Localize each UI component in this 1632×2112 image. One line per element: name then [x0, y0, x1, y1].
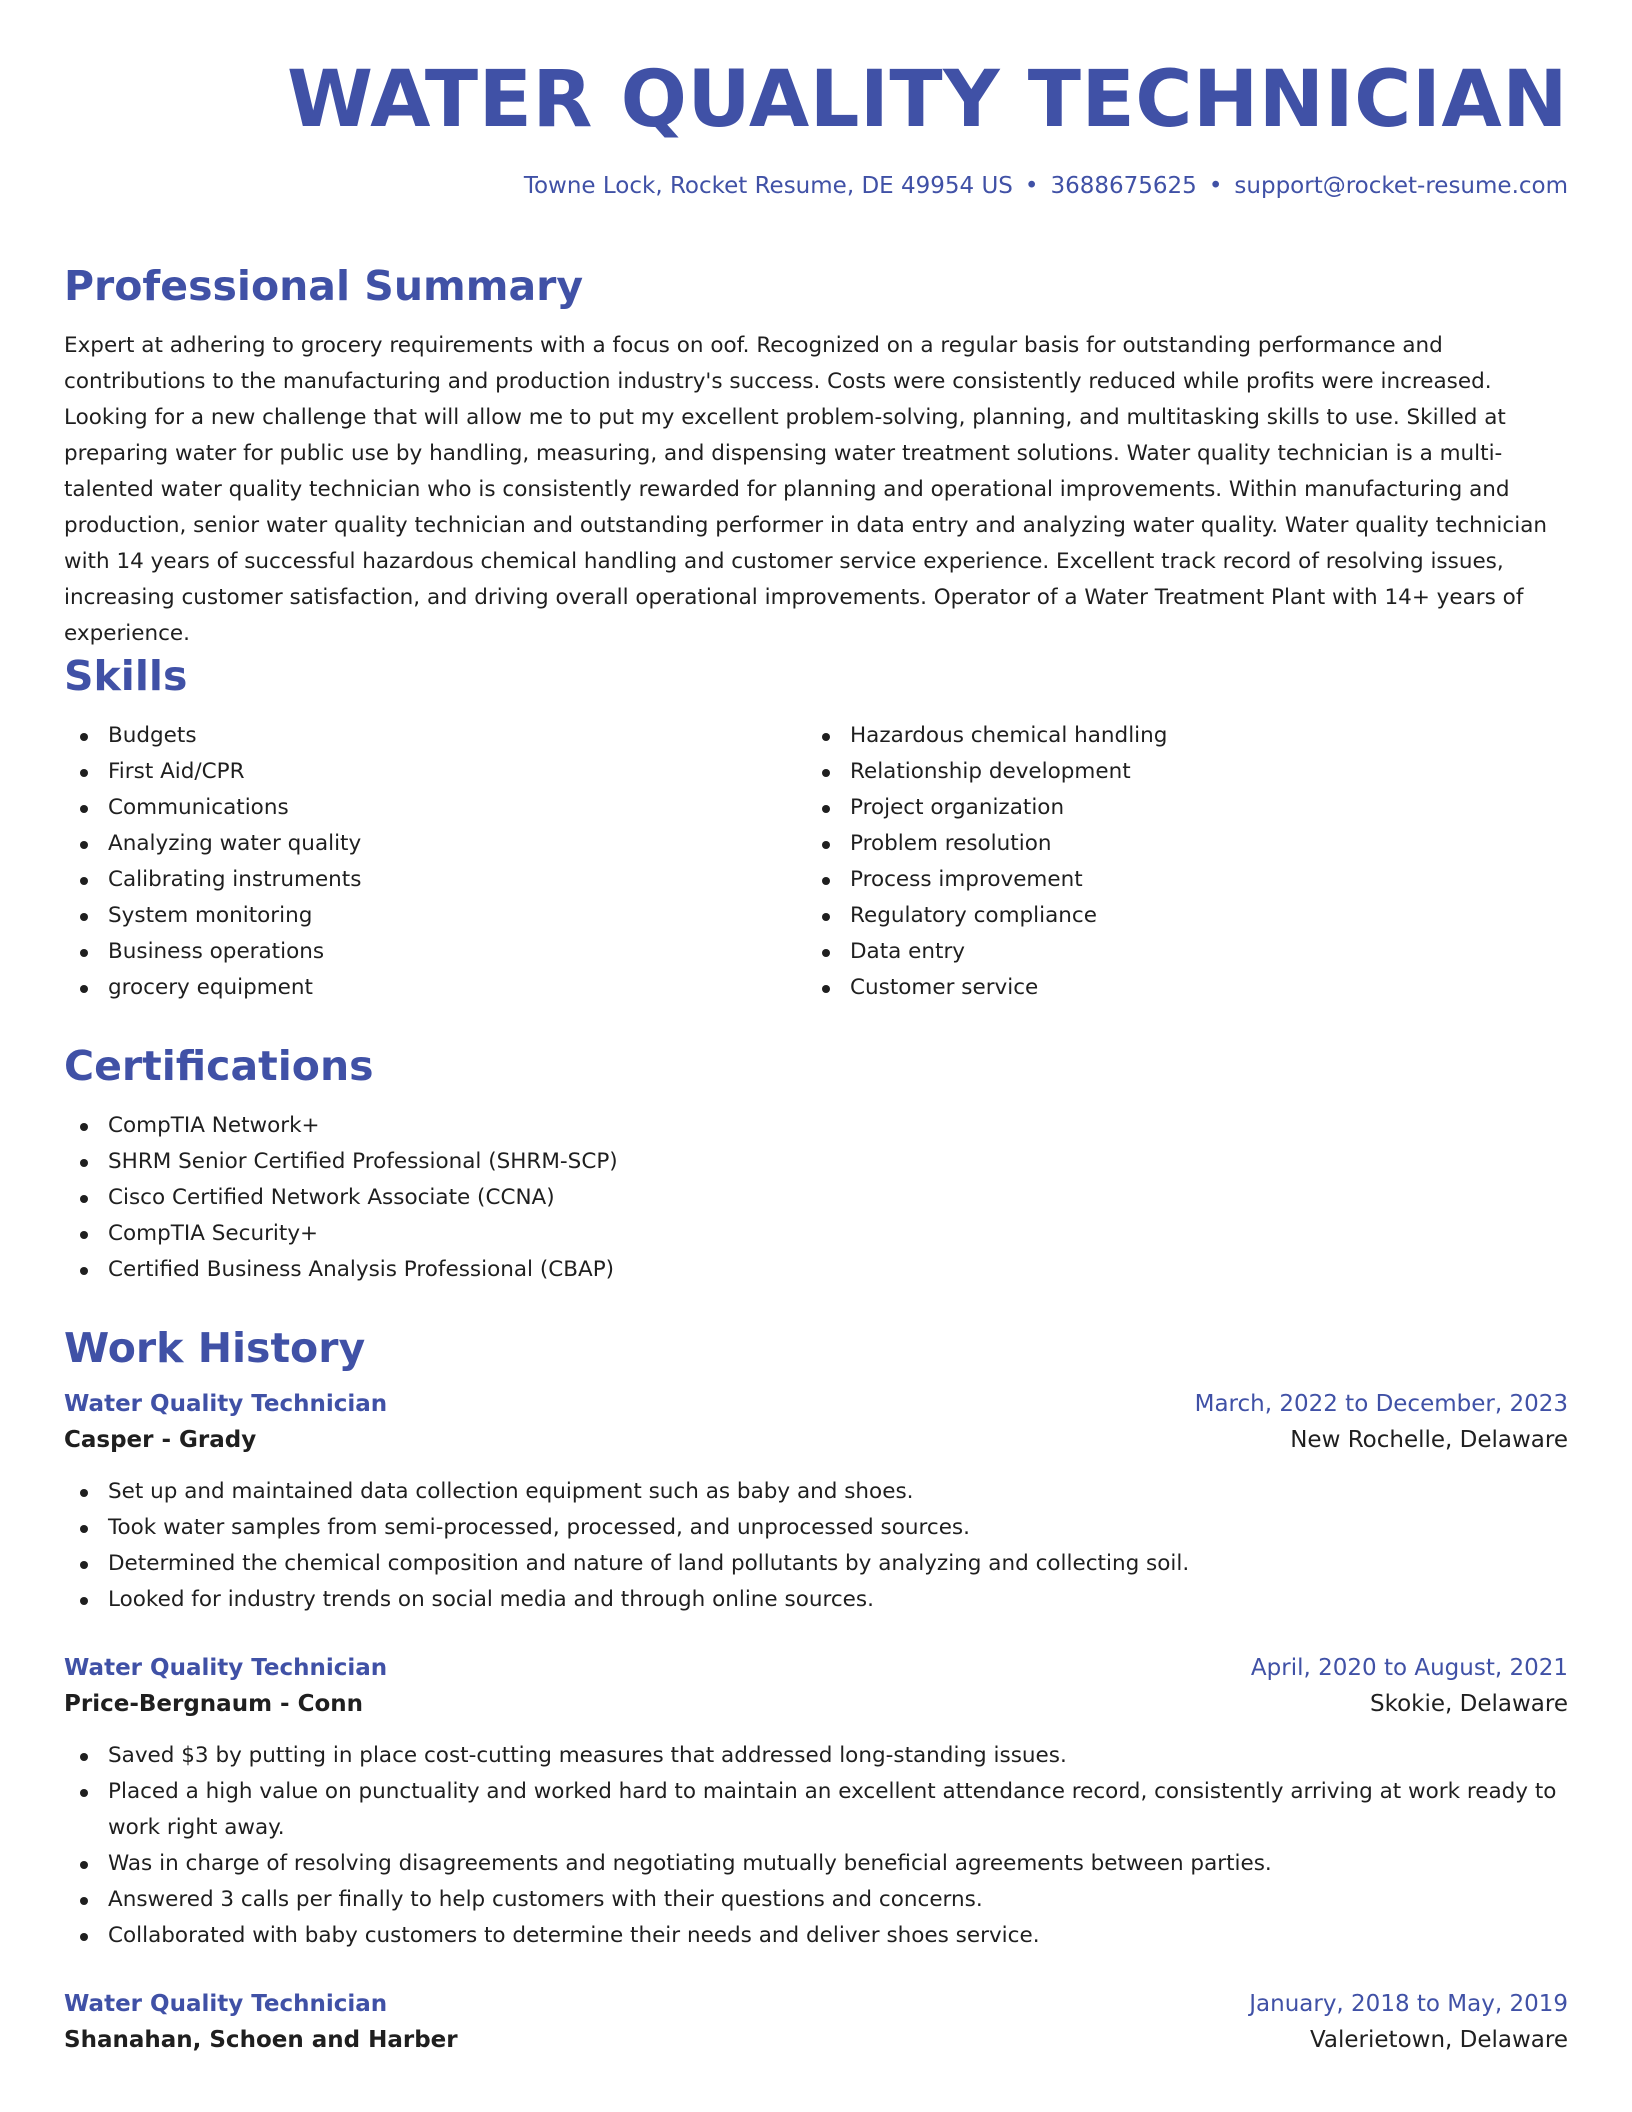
job-bullet: Took water samples from semi-processed, processed, and unprocessed sources.: [64, 1510, 1568, 1546]
skills-list-left: [64, 718, 806, 1006]
job-dates: March, 2022 to December, 2023: [1194, 1391, 1568, 1417]
job-bullet: Answered 3 calls per finally to help customers with their questions and concerns.: [64, 1882, 1568, 1918]
skill-item: Problem resolution: [806, 826, 1568, 862]
job-dates: April, 2020 to August, 2021: [1250, 1655, 1568, 1681]
certification-item: SHRM Senior Certified Professional (SHRM-SCP): [64, 1144, 1568, 1180]
skill-item: grocery equipment: [64, 970, 806, 1006]
certification-item: CompTIA Security+: [64, 1216, 1568, 1252]
skill-item: Business operations: [64, 934, 806, 970]
skills-section: [64, 652, 1568, 1006]
certification-item: Cisco Certified Network Associate (CCNA): [64, 1180, 1568, 1216]
certifications-section: [64, 1042, 1568, 1288]
skill-item: Relationship development: [806, 754, 1568, 790]
summary-section: [64, 262, 1568, 652]
skills-heading: Skills: [64, 652, 188, 700]
job-entry: [64, 1986, 1568, 2058]
job-subheader: [64, 1422, 1568, 1458]
certification-item: Certified Business Analysis Professional (CBAP): [64, 1252, 1568, 1288]
job-location: Skokie, Delaware: [1369, 1691, 1568, 1717]
job-bullets: [64, 1738, 1568, 1954]
resume-title: WATER QUALITY TECHNICIAN: [287, 55, 1568, 145]
job-bullet: Looked for industry trends on social media and through online sources.: [64, 1582, 1568, 1618]
certifications-list: [64, 1108, 1568, 1288]
skill-item: Communications: [64, 790, 806, 826]
job-company: Casper - Grady: [64, 1427, 257, 1453]
summary-heading: Professional Summary: [64, 262, 584, 310]
skill-item: Budgets: [64, 718, 806, 754]
job-bullets: [64, 1474, 1568, 1618]
job-location: New Rochelle, Delaware: [1290, 1427, 1568, 1453]
work-history-heading: Work History: [64, 1324, 366, 1372]
job-entry: [64, 1386, 1568, 1618]
job-bullet: Saved $3 by putting in place cost-cutting measures that addressed long-standing issues.: [64, 1738, 1568, 1774]
job-entry: [64, 1650, 1568, 1954]
job-bullet: Placed a high value on punctuality and worked hard to maintain an excellent attendance record, consistently arriving at work ready to work right away.: [64, 1774, 1568, 1846]
job-title: Water Quality Technician: [64, 1655, 388, 1681]
skill-item: Data entry: [806, 934, 1568, 970]
job-header: [64, 1986, 1568, 2022]
certifications-heading: Certifications: [64, 1042, 374, 1090]
summary-text: Expert at adhering to grocery requirements with a focus on oof. Recognized on a regular basis for outstanding performance and contributions to the manufacturing and production industry's success. Costs were consistently reduced while profits were increased. Looking for a new challenge that will allow me to put my excellent problem-solving, planning, and multitasking skills to use. Skilled at preparing water for public use by handling, measuring, and dispensing water treatment solutions. Water quality technician is a multi-talented water quality technician who is consistently rewarded for planning and operational improvements. Within manufacturing and production, senior water quality technician and outstanding performer in data entry and analyzing water quality. Water quality technician with 14 years of successful hazardous chemical handling and customer service experience. Excellent track record of resolving issues, increasing customer satisfaction, and driving overall operational improvements. Operator of a Water Treatment Plant with 14+ years of experience.: [64, 333, 1547, 646]
job-bullet: Set up and maintained data collection equipment such as baby and shoes.: [64, 1474, 1568, 1510]
skill-item: Process improvement: [806, 862, 1568, 898]
job-bullet: Was in charge of resolving disagreements and negotiating mutually beneficial agreements between parties.: [64, 1846, 1568, 1882]
job-header: [64, 1650, 1568, 1686]
skill-item: System monitoring: [64, 898, 806, 934]
skill-item: Customer service: [806, 970, 1568, 1006]
job-location: Valerietown, Delaware: [1309, 2027, 1568, 2053]
work-history-section: [64, 1324, 1568, 2058]
skill-item: First Aid/CPR: [64, 754, 806, 790]
skill-item: Regulatory compliance: [806, 898, 1568, 934]
contact-phone: 3688675625: [1050, 173, 1197, 199]
job-subheader: [64, 1686, 1568, 1722]
job-title: Water Quality Technician: [64, 1391, 388, 1417]
contact-separator: •: [1208, 173, 1223, 199]
job-bullet: Determined the chemical composition and nature of land pollutants by analyzing and collecting soil.: [64, 1546, 1568, 1582]
skills-list-right: [806, 718, 1568, 1006]
skill-item: Project organization: [806, 790, 1568, 826]
contact-email[interactable]: support@rocket-resume.com: [1234, 173, 1568, 199]
skill-item: Analyzing water quality: [64, 826, 806, 862]
certification-item: CompTIA Network+: [64, 1108, 1568, 1144]
contact-line: [524, 170, 1568, 202]
skill-item: Hazardous chemical handling: [806, 718, 1568, 754]
job-dates: January, 2018 to May, 2019: [1249, 1991, 1568, 2017]
contact-separator: •: [1024, 173, 1039, 199]
skills-grid: [64, 718, 1568, 1006]
job-bullet: Collaborated with baby customers to determine their needs and deliver shoes service.: [64, 1918, 1568, 1954]
contact-address: Towne Lock, Rocket Resume, DE 49954 US: [523, 173, 1013, 199]
job-subheader: [64, 2022, 1568, 2058]
job-company: Price-Bergnaum - Conn: [64, 1691, 364, 1717]
job-header: [64, 1386, 1568, 1422]
skill-item: Calibrating instruments: [64, 862, 806, 898]
job-title: Water Quality Technician: [64, 1991, 388, 2017]
job-company: Shanahan, Schoen and Harber: [64, 2027, 458, 2053]
